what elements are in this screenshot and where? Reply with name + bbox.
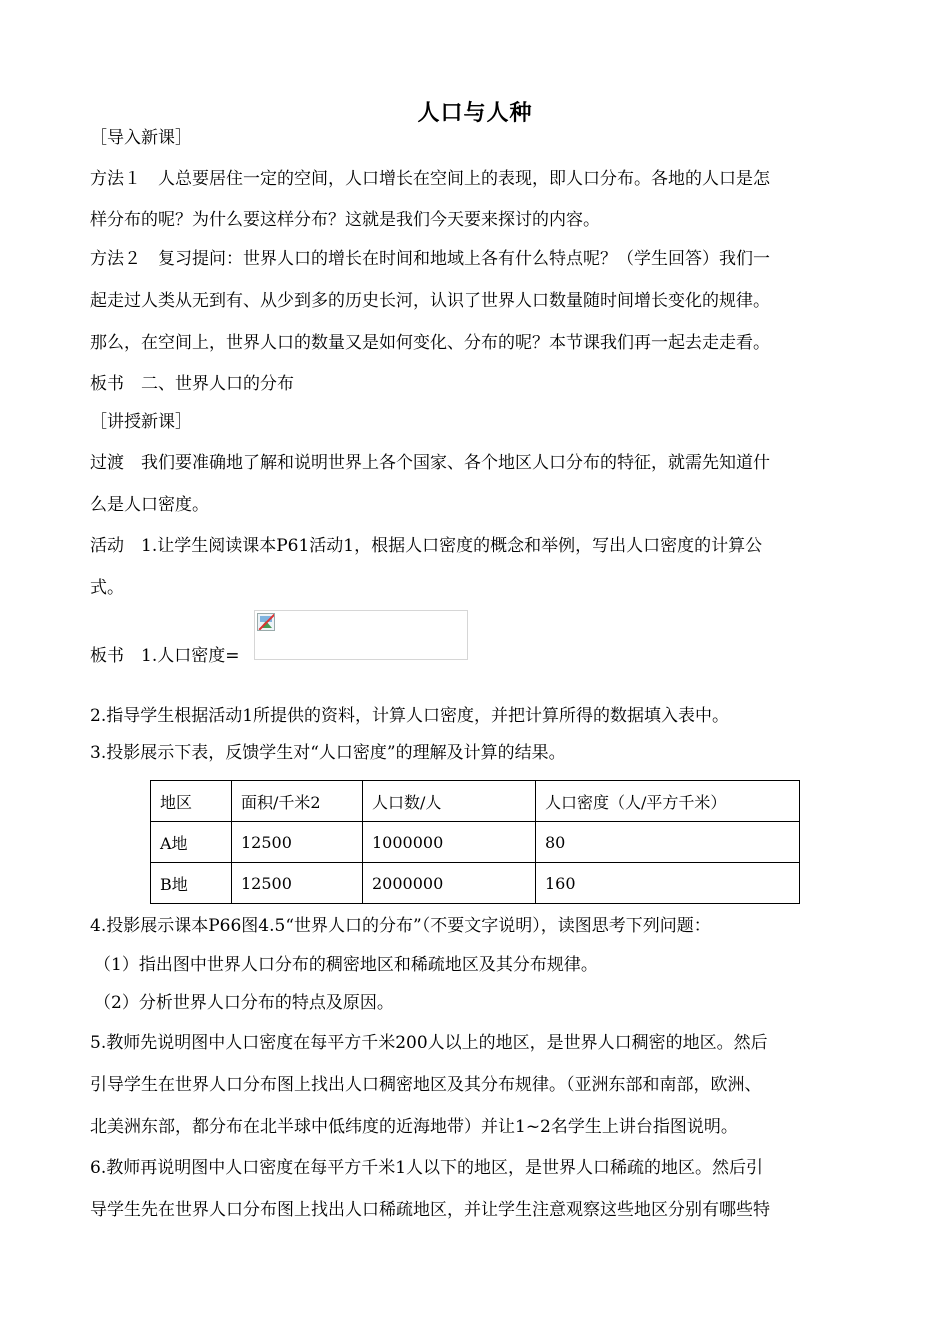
transition-line2: 么是人口密度。 bbox=[90, 495, 209, 515]
table-cell: 12500 bbox=[232, 863, 363, 904]
table-header-cell: 面积/千米2 bbox=[232, 781, 363, 822]
formula-image-placeholder bbox=[254, 610, 468, 660]
table-header-cell: 人口数/人 bbox=[363, 781, 536, 822]
step5-line1: 5.教师先说明图中人口密度在每平方千米200人以上的地区，是世界人口稠密的地区。然后 bbox=[90, 1033, 768, 1053]
section-heading-intro: ［导入新课］ bbox=[90, 128, 192, 148]
table-header-cell: 地区 bbox=[151, 781, 232, 822]
table-cell: 160 bbox=[536, 863, 800, 904]
table-header-cell: 人口密度（人/平方千米） bbox=[536, 781, 800, 822]
step5-line3: 北美洲东部，都分布在北半球中低纬度的近海地带）并让1~2名学生上讲台指图说明。 bbox=[90, 1117, 738, 1137]
method1-line2: 样分布的呢？为什么要这样分布？这就是我们今天要来探讨的内容。 bbox=[90, 210, 600, 230]
section-heading-lecture: ［讲授新课］ bbox=[90, 412, 192, 432]
table-row bbox=[151, 822, 800, 863]
step2-text: 2.指导学生根据活动1所提供的资料，计算人口密度，并把计算所得的数据填入表中。 bbox=[90, 706, 730, 726]
method2-line1: 方法２ 复习提问：世界人口的增长在时间和地域上各有什么特点呢？（学生回答）我们一 bbox=[90, 249, 770, 269]
step6-line2: 导学生先在世界人口分布图上找出人口稀疏地区，并让学生注意观察这些地区分别有哪些特 bbox=[90, 1200, 770, 1220]
step4-text: 4.投影展示课本P66图4.5“世界人口的分布”（不要文字说明），读图思考下列问题： bbox=[90, 916, 711, 936]
table-row bbox=[151, 863, 800, 904]
method2-line2: 起走过人类从无到有、从少到多的历史长河，认识了世界人口数量随时间增长变化的规律。 bbox=[90, 291, 770, 311]
method2-line3: 那么，在空间上，世界人口的数量又是如何变化、分布的呢？本节课我们再一起去走走看。 bbox=[90, 333, 770, 353]
step6-line1: 6.教师再说明图中人口密度在每平方千米1人以下的地区，是世界人口稀疏的地区。然后引 bbox=[90, 1158, 764, 1178]
board-note-2: 板书 1.人口密度= bbox=[90, 646, 240, 666]
table-cell: A地 bbox=[151, 822, 232, 863]
step3-text: 3.投影展示下表，反馈学生对“人口密度”的理解及计算的结果。 bbox=[90, 743, 566, 763]
question-1: （1）指出图中世界人口分布的稠密地区和稀疏地区及其分布规律。 bbox=[94, 955, 598, 975]
table-cell: 2000000 bbox=[363, 863, 536, 904]
method1-line1: 方法１ 人总要居住一定的空间，人口增长在空间上的表现，即人口分布。各地的人口是怎 bbox=[90, 169, 770, 189]
question-2: （2）分析世界人口分布的特点及原因。 bbox=[94, 993, 394, 1013]
table-header-row bbox=[151, 781, 800, 822]
table-cell: 1000000 bbox=[363, 822, 536, 863]
broken-image-icon bbox=[257, 613, 275, 631]
step5-line2: 引导学生在世界人口分布图上找出人口稠密地区及其分布规律。（亚洲东部和南部，欧洲、 bbox=[90, 1075, 762, 1095]
transition-line1: 过渡 我们要准确地了解和说明世界上各个国家、各个地区人口分布的特征，就需先知道什 bbox=[90, 453, 770, 473]
board-note-1: 板书 二、世界人口的分布 bbox=[90, 374, 294, 394]
activity-line2: 式。 bbox=[90, 578, 124, 598]
table-cell: B地 bbox=[151, 863, 232, 904]
activity-line1: 活动 1.让学生阅读课本P61活动1，根据人口密度的概念和举例，写出人口密度的计算公 bbox=[90, 536, 763, 556]
table-cell: 80 bbox=[536, 822, 800, 863]
density-table bbox=[150, 780, 800, 904]
document-title: 人口与人种 bbox=[417, 100, 533, 126]
table-cell: 12500 bbox=[232, 822, 363, 863]
